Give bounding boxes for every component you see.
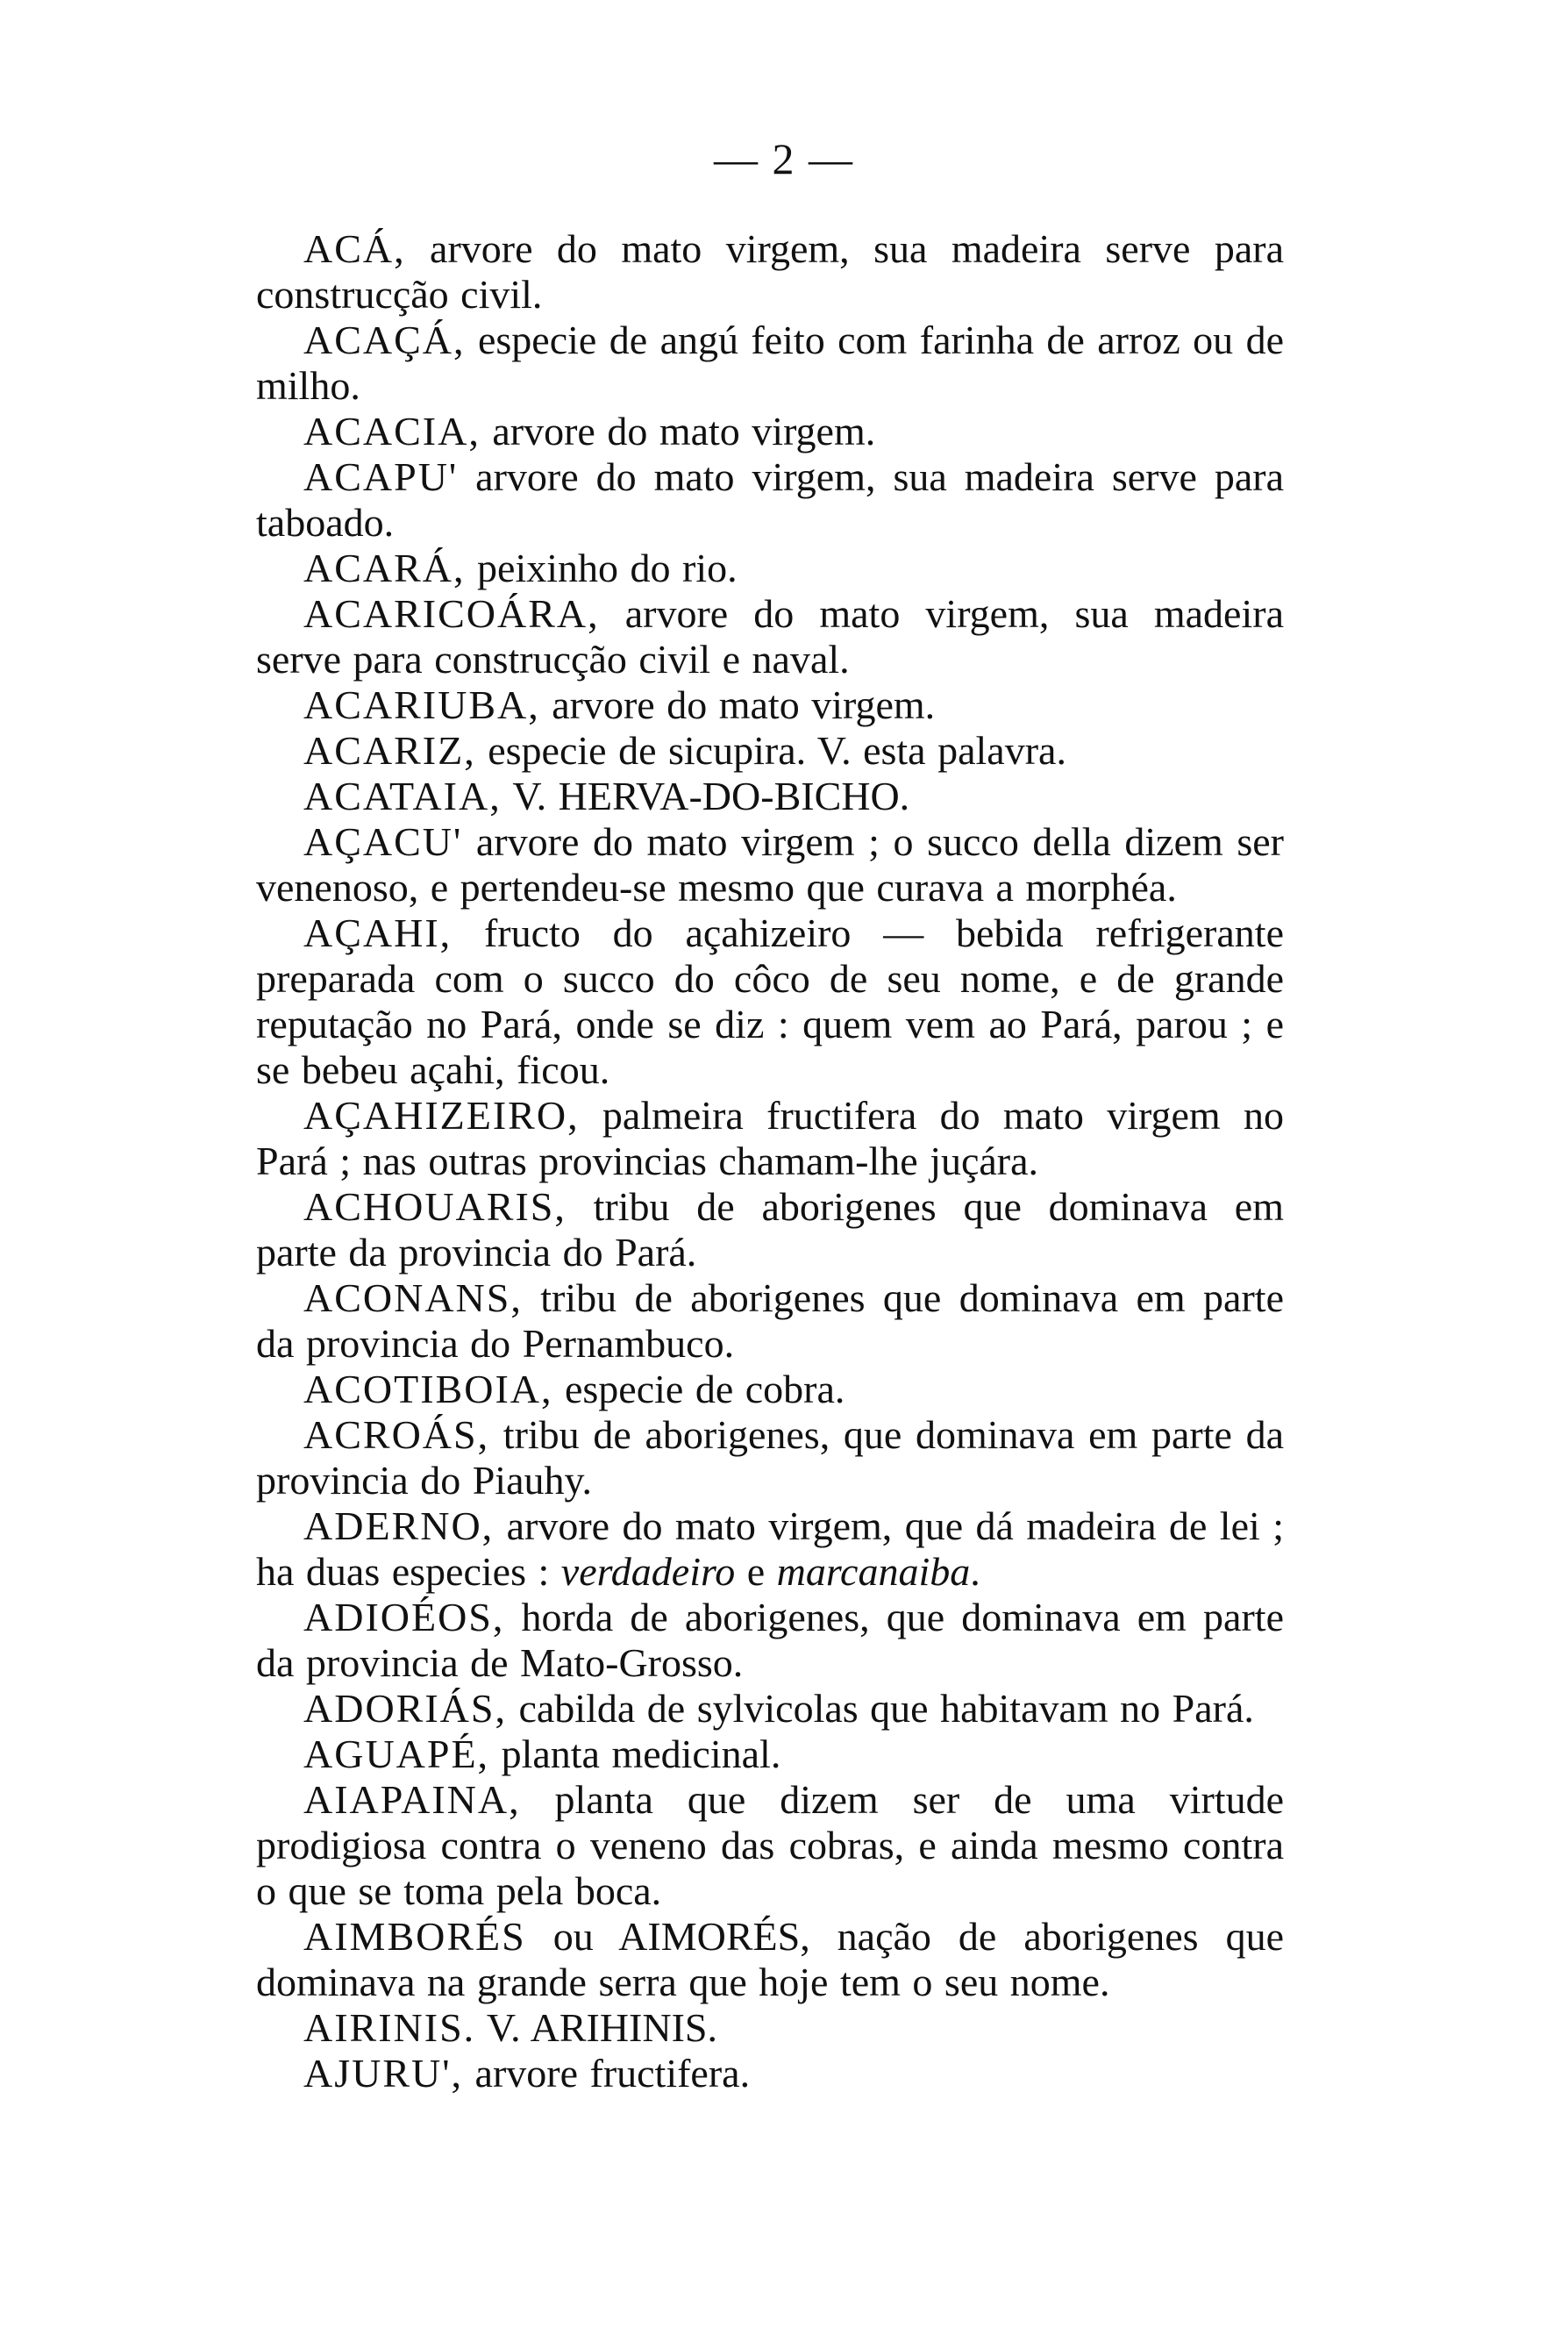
dictionary-entry: [256, 774, 1284, 819]
dictionary-column: [256, 226, 1284, 2096]
dictionary-entry: [256, 2051, 1284, 2096]
dictionary-entry: [256, 1503, 1284, 1595]
entry-definition: palmeira fructifera do mato virgem no Pará ; nas outras provincias chamam-lhe juçára.: [256, 1093, 1284, 1183]
entry-definition: tribu de aborigenes, que dominava em parte da provincia do Piauhy.: [256, 1412, 1284, 1503]
dictionary-entry: [256, 546, 1284, 591]
dictionary-entry: [256, 1184, 1284, 1275]
entry-headword: AÇACU': [303, 819, 463, 864]
entry-definition: planta que dizem ser de uma virtude prodigiosa contra o veneno das cobras, e ainda mesmo contra o que se toma pela boca.: [256, 1777, 1284, 1913]
entry-headword: ACARIZ,: [303, 728, 476, 773]
dictionary-entry: [256, 409, 1284, 454]
entry-definition: arvore do mato virgem, sua madeira serve para construcção civil e naval.: [256, 591, 1284, 682]
dictionary-entry: [256, 1914, 1284, 2005]
entry-definition: V. HERVA-DO-BICHO.: [501, 774, 910, 818]
entry-definition: arvore do mato virgem, que dá madeira de lei ; ha duas especies :: [256, 1503, 1284, 1594]
entry-italic-term: verdadeiro: [560, 1549, 736, 1594]
dictionary-entry: [256, 1777, 1284, 1914]
entry-definition: horda de aborigenes, que dominava em parte da provincia de Mato-Grosso.: [256, 1595, 1284, 1685]
entry-definition: planta medicinal.: [489, 1732, 781, 1776]
dictionary-entry: [256, 910, 1284, 1093]
dictionary-entry: [256, 318, 1284, 409]
entry-headword: AIAPAINA,: [303, 1777, 521, 1822]
entry-definition: fructo do açahizeiro — bebida refrigerante preparada com o succo do côco de seu nome, e de grande reputação no Pará, onde se diz : quem vem ao Pará, parou ; e se bebeu açahi, ficou.: [256, 910, 1284, 1092]
dictionary-entry: [256, 1093, 1284, 1184]
entry-headword: AIMBORÉS: [303, 1914, 526, 1959]
dictionary-entry: [256, 1595, 1284, 1686]
entry-definition: arvore do mato virgem.: [539, 682, 936, 727]
entry-definition: ou AIMORÉS, nação de aborigenes que dominava na grande serra que hoje tem o seu nome.: [256, 1914, 1284, 2004]
entry-headword: ACONANS,: [303, 1275, 523, 1320]
dictionary-entry: [256, 1686, 1284, 1732]
entry-definition: arvore do mato virgem, sua madeira serve para taboado.: [256, 454, 1284, 545]
entry-headword: AJURU',: [303, 2051, 464, 2096]
entry-headword: AGUAPÉ,: [303, 1732, 490, 1776]
entry-headword: AÇAHI,: [303, 910, 453, 955]
entry-definition: arvore fructifera.: [463, 2051, 751, 2096]
entry-definition: V. ARIHINIS.: [475, 2005, 717, 2050]
entry-headword: ACAÇÁ,: [303, 318, 466, 362]
entry-headword: ACARÁ,: [303, 546, 466, 590]
dictionary-entry: [256, 2005, 1284, 2051]
entry-headword: ADIOÉOS,: [303, 1595, 505, 1639]
entry-headword: ADERNO,: [303, 1503, 495, 1548]
entry-headword: AÇAHIZEIRO,: [303, 1093, 580, 1138]
entry-headword: ACACIA,: [303, 409, 481, 453]
entry-headword: ACAPU': [303, 454, 459, 499]
dictionary-entry: [256, 226, 1284, 318]
entry-definition: arvore do mato virgem ; o succo della dizem ser venenoso, e pertendeu-se mesmo que curava a morphéa.: [256, 819, 1284, 910]
entry-definition: peixinho do rio.: [465, 546, 738, 590]
entry-definition: especie de sicupira. V. esta palavra.: [475, 728, 1066, 773]
dictionary-entry: [256, 1732, 1284, 1777]
entry-tail: .: [970, 1549, 980, 1594]
dictionary-entry: [256, 1412, 1284, 1503]
entry-definition: arvore do mato virgem, sua madeira serve para construcção civil.: [256, 226, 1284, 317]
entry-headword: ACARICOÁRA,: [303, 591, 600, 636]
entry-headword: ACÁ,: [303, 226, 406, 271]
entry-headword: ACARIUBA,: [303, 682, 540, 727]
entry-connector: e: [735, 1549, 777, 1594]
dictionary-entry: [256, 591, 1284, 682]
entry-definition: especie de cobra.: [552, 1367, 845, 1411]
entry-headword: ACHOUARIS,: [303, 1184, 567, 1229]
entry-definition: especie de angú feito com farinha de arroz ou de milho.: [256, 318, 1284, 408]
dictionary-entry: [256, 1275, 1284, 1367]
dictionary-entry: [256, 819, 1284, 910]
dictionary-entry: [256, 728, 1284, 774]
page-number: — 2 —: [714, 134, 854, 183]
entry-headword: ACATAIA,: [303, 774, 502, 818]
dictionary-entry: [256, 682, 1284, 728]
entry-definition: tribu de aborigenes que dominava em parte da provincia do Pará.: [256, 1184, 1284, 1275]
dictionary-entry: [256, 1367, 1284, 1412]
entry-definition: cabilda de sylvicolas que habitavam no Pará.: [506, 1686, 1254, 1731]
entry-headword: ADORIÁS,: [303, 1686, 507, 1731]
dictionary-entry: [256, 454, 1284, 546]
entry-definition: arvore do mato virgem.: [480, 409, 876, 453]
entry-definition: tribu de aborigenes que dominava em parte da provincia do Pernambuco.: [256, 1275, 1284, 1366]
entry-italic-term: marcanaiba: [776, 1549, 971, 1594]
entry-headword: ACOTIBOIA,: [303, 1367, 553, 1411]
entry-headword: AIRINIS.: [303, 2005, 476, 2050]
entry-headword: ACROÁS,: [303, 1412, 490, 1457]
